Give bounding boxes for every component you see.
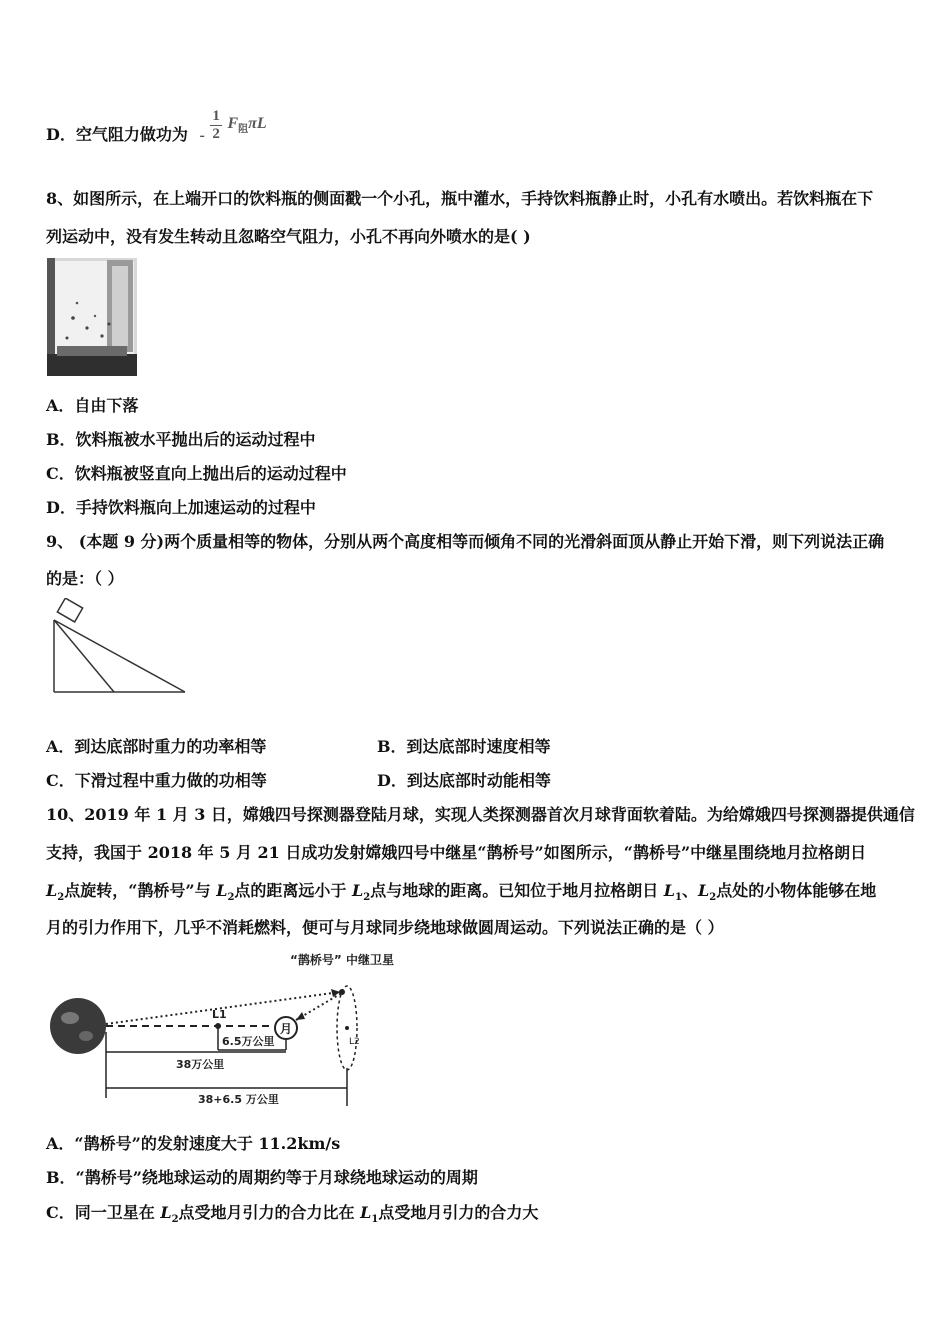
q10-option-a: A．“鹊桥号”的发射速度大于 11.2km/s xyxy=(46,1134,341,1153)
q8-option-d: D．手持饮料瓶向上加速运动的过程中 xyxy=(46,498,316,517)
q8-stem-line2: 列运动中，没有发生转动且忽略空气阻力，小孔不再向外喷水的是( ) xyxy=(46,227,531,246)
q8-option-c: C．饮料瓶被竖直向上抛出后的运动过程中 xyxy=(46,464,347,483)
l1-symbol: L xyxy=(663,881,676,900)
l2-symbol: L xyxy=(216,881,228,900)
l1-symbol: L xyxy=(360,1203,372,1222)
q10-stem-line4: 月的引力作用下，几乎不消耗燃料，便可与月球同步绕地球做圆周运动。下列说法正确的是（ ） xyxy=(46,918,724,937)
text-seg: 点处的小物体能够在地 xyxy=(716,881,877,900)
l2-sub: 2 xyxy=(171,1214,179,1226)
fraction-numerator: 1 xyxy=(212,108,220,124)
earth-icon xyxy=(50,998,106,1054)
relay-label: “鹊桥号” 中继卫星 xyxy=(290,953,394,967)
q8-bottle-photo xyxy=(47,258,137,376)
q8-option-b: B．饮料瓶被水平抛出后的运动过程中 xyxy=(46,430,316,449)
l2-sub: 2 xyxy=(709,892,717,904)
l2-symbol: L xyxy=(46,881,58,900)
text-seg: 点旋转，“鹊桥号”与 xyxy=(64,881,217,900)
q8-option-a: A．自由下落 xyxy=(46,396,139,415)
distance-38-label: 38万公里 xyxy=(176,1058,225,1071)
q9-option-d: D．到达底部时动能相等 xyxy=(377,771,551,790)
math-f: F xyxy=(227,115,239,132)
text-seg: 、 xyxy=(682,881,699,900)
q7-option-d xyxy=(46,108,267,153)
l2-symbol: L xyxy=(352,881,364,900)
q9-stem-line2: 的是：（ ） xyxy=(46,569,124,588)
text-seg: C．同一卫星在 xyxy=(46,1203,161,1222)
q9-incline-diagram xyxy=(48,598,190,696)
math-expression xyxy=(227,115,267,136)
math-minus: - xyxy=(199,127,205,144)
l1-label: L1 xyxy=(212,1008,227,1021)
l2-symbol: L xyxy=(160,1203,172,1222)
distance-total-label: 38+6.5 万公里 xyxy=(198,1093,279,1106)
l2-sub: 2 xyxy=(227,892,235,904)
text-seg: 点的距离远小于 xyxy=(234,881,352,900)
q10-stem-line3 xyxy=(46,878,876,903)
math-fraction xyxy=(210,108,222,143)
q10-option-c xyxy=(46,1200,538,1225)
l2-sub: 2 xyxy=(363,892,371,904)
l2-sub: 2 xyxy=(57,892,65,904)
q8-stem-line1: 8、如图所示，在上端开口的饮料瓶的侧面戳一个小孔，瓶中灌水，手持饮料瓶静止时，小孔有水喷出。若饮料瓶在下 xyxy=(46,189,874,208)
l1-sub: 1 xyxy=(371,1214,379,1226)
text-seg: 点与地球的距离。已知位于地月拉格朗日 xyxy=(370,881,664,900)
l2-symbol: L xyxy=(698,881,710,900)
text-seg: 点受地月引力的合力比在 xyxy=(178,1203,361,1222)
q7-option-d-text: D．空气阻力做功为 xyxy=(46,125,188,144)
fraction-denominator: 2 xyxy=(212,126,220,142)
text-seg: 点受地月引力的合力大 xyxy=(378,1203,539,1222)
q9-option-a: A．到达底部时重力的功率相等 xyxy=(46,737,267,756)
math-tail: πL xyxy=(248,115,267,132)
q10-stem-line2: 支持，我国于 2018 年 5 月 21 日成功发射嫦娥四号中继星“鹊桥号”如图所示，“鹊桥号”中继星围绕地月拉格朗日 xyxy=(46,843,867,862)
l1-sub: 1 xyxy=(675,892,683,904)
q10-stem-line1: 10、2019 年 1 月 3 日，嫦娥四号探测器登陆月球，实现人类探测器首次月球背面软着陆。为给嫦娥四号探测器提供通信 xyxy=(46,805,915,824)
distance-65-label: 6.5万公里 xyxy=(222,1035,275,1048)
q9-option-c: C．下滑过程中重力做的功相等 xyxy=(46,771,267,790)
l2-label: L2 xyxy=(349,1037,360,1047)
q10-earth-moon-diagram xyxy=(48,948,398,1108)
math-f-sub: 阻 xyxy=(238,124,249,136)
q9-option-b: B．到达底部时速度相等 xyxy=(377,737,551,756)
q10-option-b: B．“鹊桥号”绕地球运动的周期约等于月球绕地球运动的周期 xyxy=(46,1168,478,1187)
q9-stem-line1: 9、 (本题 9 分)两个质量相等的物体，分别从两个高度相等而倾角不同的光滑斜面顶从静止开始下滑，则下列说法正确 xyxy=(46,532,885,551)
moon-label: 月 xyxy=(279,1022,293,1036)
